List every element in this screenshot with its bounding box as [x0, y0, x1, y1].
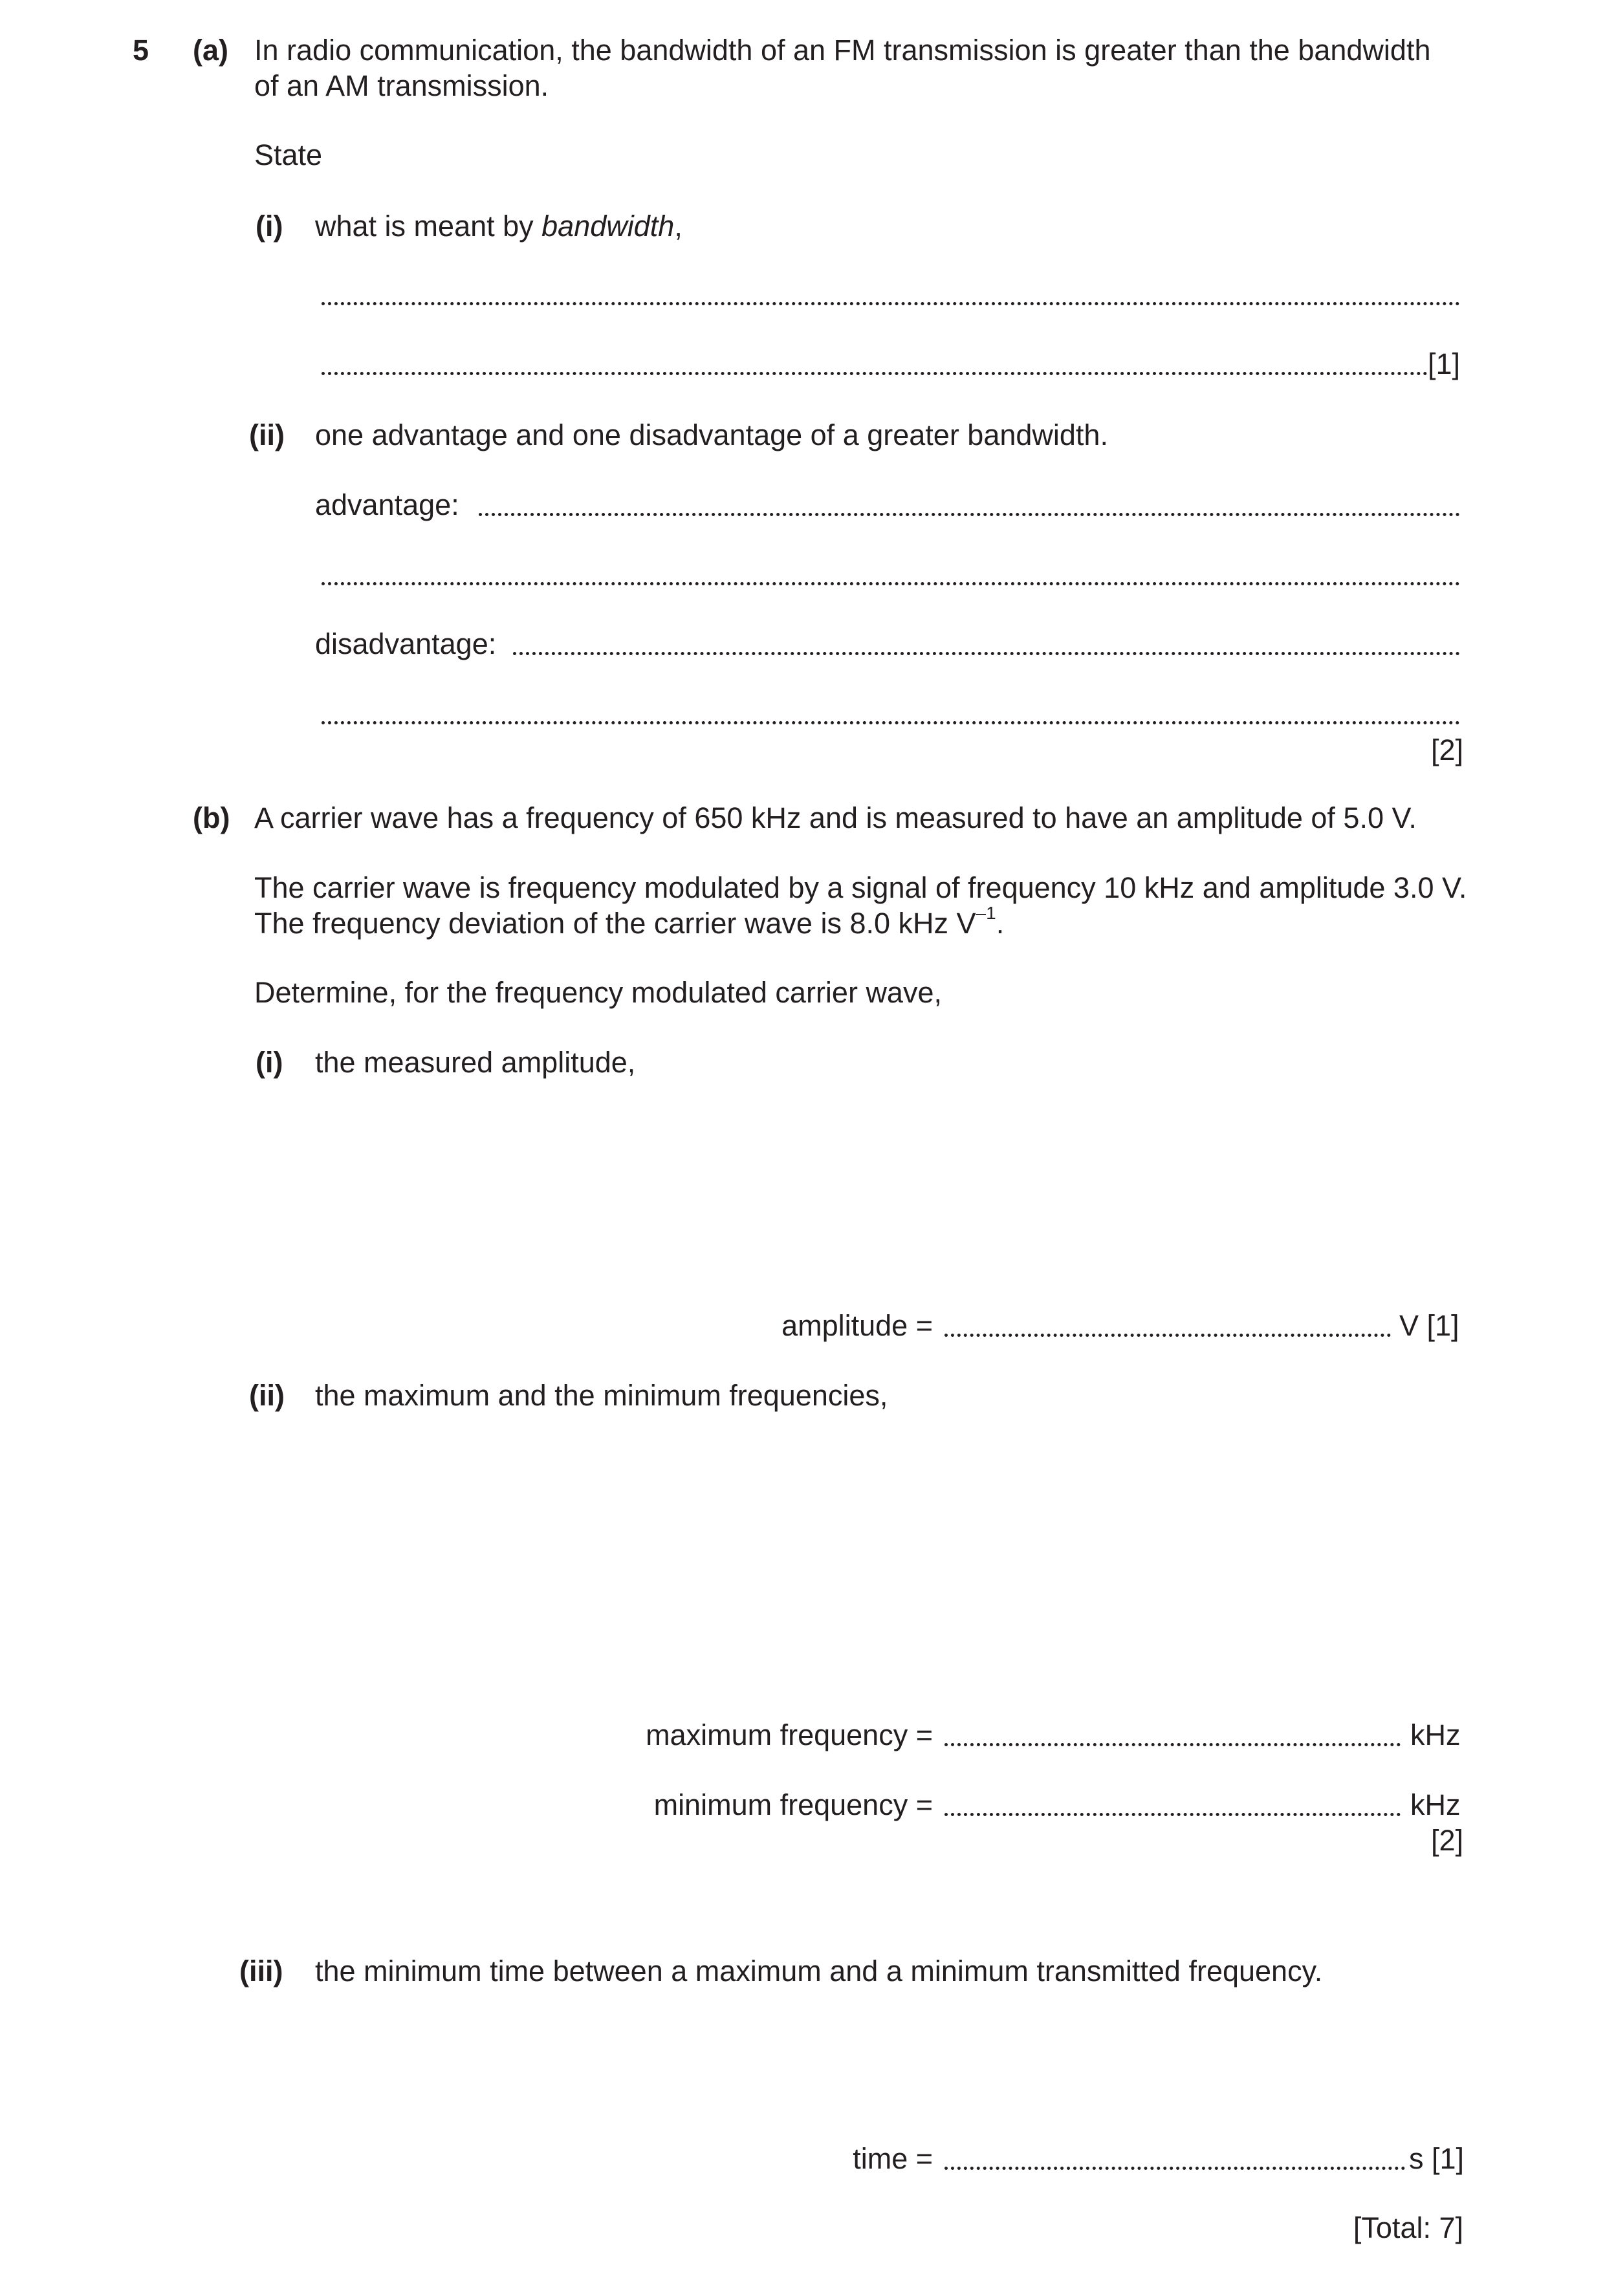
part-b-line1: A carrier wave has a frequency of 650 kHz and is measured to have an amplitude of 5.0 V. — [254, 801, 1417, 834]
part-a-ii-marks: [2] — [1430, 733, 1463, 766]
time-label: time = — [853, 2142, 933, 2175]
question-number: 5 — [133, 34, 149, 67]
part-a-i-marks: [1] — [1428, 347, 1461, 380]
time-answer-line[interactable] — [944, 2167, 1405, 2170]
part-b-line3-end: . — [996, 907, 1005, 940]
part-b-label: (b) — [193, 801, 230, 834]
part-a-ii-text: one advantage and one disadvantage of a greater bandwidth. — [315, 418, 1108, 451]
part-a-i-term: bandwidth — [541, 210, 675, 243]
part-b-line3 — [254, 905, 1004, 941]
part-a-stem-line1: In radio communication, the bandwidth of an FM transmission is greater than the bandwidth — [254, 34, 1431, 67]
part-a-i-text: what is meant by — [315, 210, 542, 243]
part-a-ii-label: (ii) — [249, 418, 285, 451]
min-frequency-label: minimum frequency = — [653, 1788, 933, 1821]
max-frequency-unit: kHz — [1410, 1718, 1461, 1751]
amplitude-unit-marks: V [1] — [1399, 1309, 1459, 1342]
disadvantage-answer-line-1[interactable] — [513, 652, 1460, 655]
max-frequency-answer-line[interactable] — [944, 1743, 1401, 1746]
min-frequency-unit: kHz — [1410, 1788, 1461, 1821]
part-b-ii-label: (ii) — [249, 1379, 285, 1412]
disadvantage-answer-line-2[interactable] — [322, 721, 1460, 724]
answer-line-a-i-1[interactable] — [322, 302, 1460, 305]
disadvantage-label: disadvantage: — [315, 627, 497, 660]
min-frequency-answer-line[interactable] — [944, 1813, 1401, 1816]
part-b-ii-marks: [2] — [1430, 1824, 1463, 1857]
total-marks: [Total: 7] — [1353, 2211, 1463, 2244]
part-a-label: (a) — [193, 34, 228, 67]
part-b-iii-label: (iii) — [239, 1955, 283, 1987]
amplitude-answer-line[interactable] — [944, 1334, 1391, 1337]
part-a-i-label: (i) — [256, 210, 283, 243]
advantage-label: advantage: — [315, 488, 459, 521]
answer-line-a-i-2[interactable] — [322, 372, 1428, 375]
max-frequency-label: maximum frequency = — [646, 1718, 933, 1751]
part-b-line4: Determine, for the frequency modulated carrier wave, — [254, 976, 942, 1009]
part-b-i-label: (i) — [256, 1046, 283, 1079]
advantage-answer-line-2[interactable] — [322, 582, 1460, 585]
part-a-stem-line2: of an AM transmission. — [254, 69, 549, 102]
part-b-iii-text: the minimum time between a maximum and a minimum transmitted frequency. — [315, 1955, 1323, 1987]
part-a-instruction: State — [254, 138, 323, 171]
part-b-line3-text: The frequency deviation of the carrier wave is 8.0 kHz V — [254, 907, 976, 940]
part-b-ii-text: the maximum and the minimum frequencies, — [315, 1379, 888, 1412]
time-unit-marks: s [1] — [1409, 2142, 1465, 2175]
part-b-line2: The carrier wave is frequency modulated by a signal of frequency 10 kHz and amplitude 3.0 V. — [254, 871, 1467, 904]
part-a-i-comma: , — [674, 210, 682, 243]
amplitude-label: amplitude = — [781, 1309, 933, 1342]
part-b-line3-superscript: –1 — [976, 903, 996, 923]
part-a-i-question — [315, 208, 682, 244]
part-b-i-text: the measured amplitude, — [315, 1046, 636, 1079]
advantage-answer-line-1[interactable] — [479, 513, 1460, 516]
